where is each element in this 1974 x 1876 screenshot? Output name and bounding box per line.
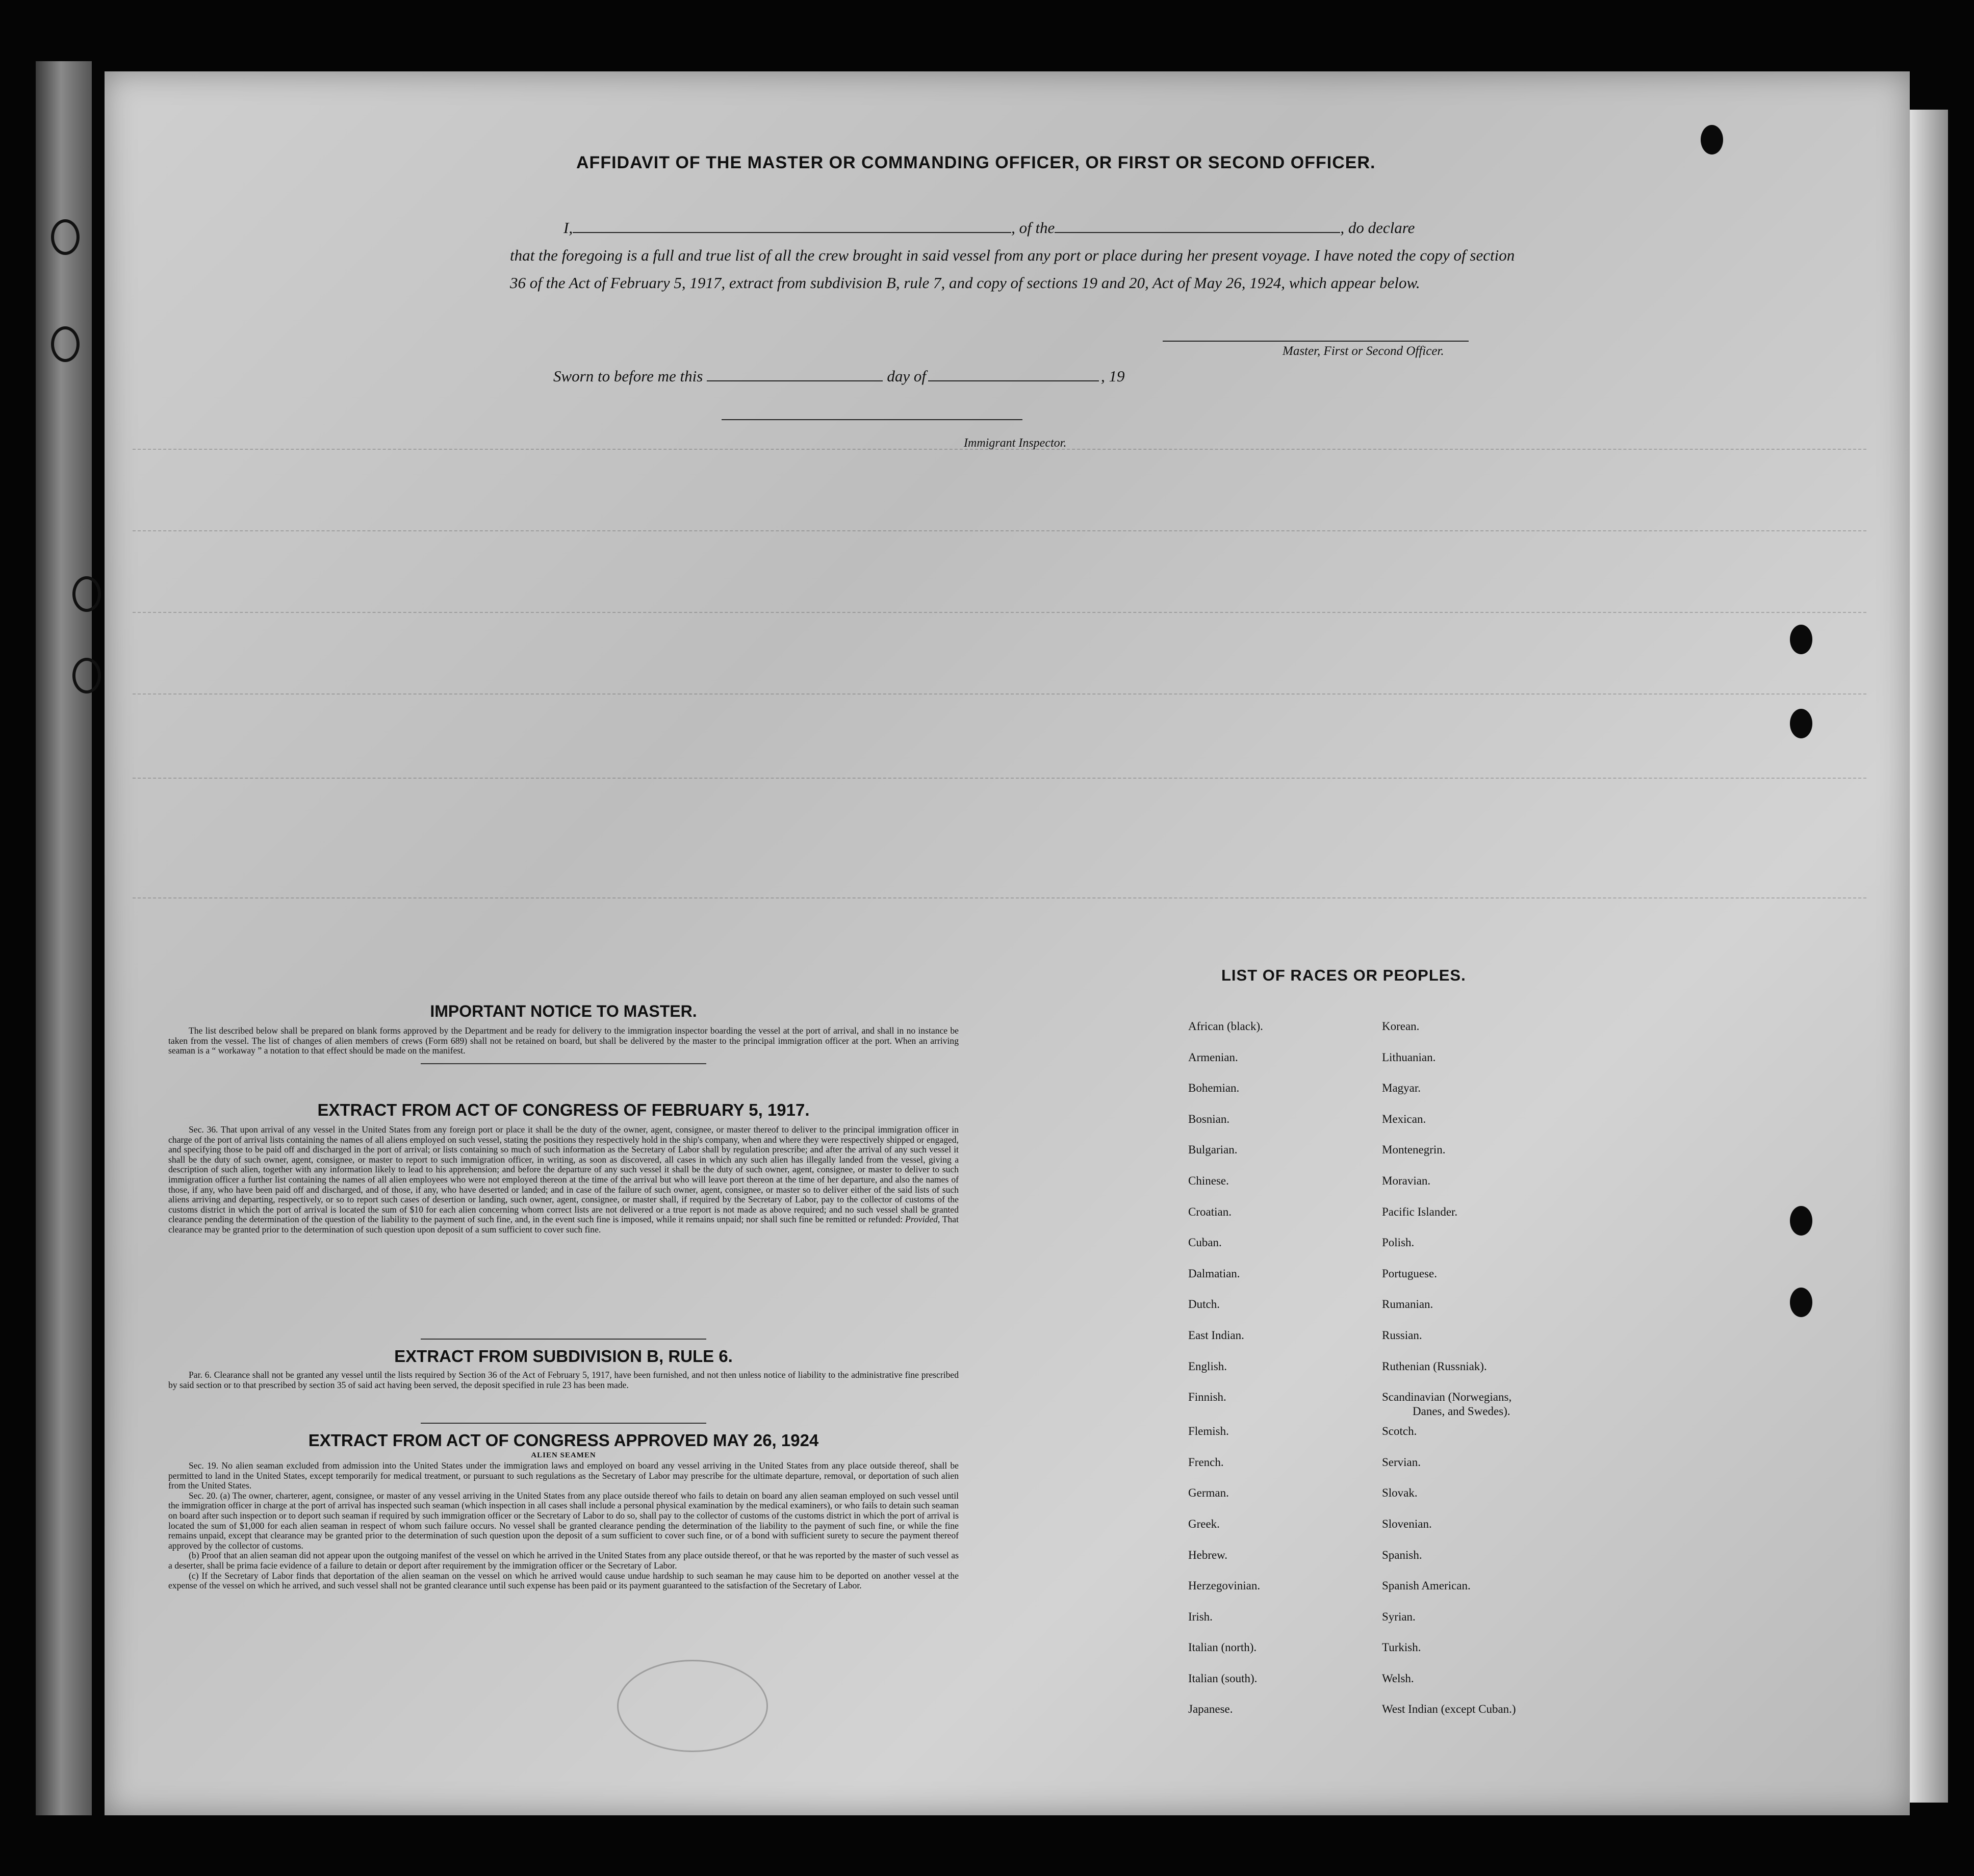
race-item: Korean. bbox=[1382, 1020, 1420, 1033]
extract-1924-section bbox=[168, 1423, 959, 1591]
race-item: Syrian. bbox=[1382, 1610, 1416, 1623]
races-list-right bbox=[1382, 1020, 1606, 1734]
race-item: Finnish. bbox=[1188, 1391, 1226, 1404]
sworn-month-field[interactable] bbox=[928, 365, 1099, 381]
sec20b-text: (b) Proof that an alien seaman did not appear upon the outgoing manifest of the vessel on which he arrived in the United States from any place outside thereof, or that he was reported by the master of such vessel as a deserter, shall be prima facie evidence of a failure to detain or deport after requirement by the immigration officer or the Secretary of Labor. bbox=[168, 1550, 959, 1571]
punch-hole bbox=[1790, 625, 1812, 654]
i-label: I, bbox=[563, 219, 573, 237]
signature-field[interactable] bbox=[1163, 341, 1469, 342]
declare-label: , do declare bbox=[1340, 219, 1415, 237]
race-item: Spanish American. bbox=[1382, 1579, 1471, 1592]
race-item: Servian. bbox=[1382, 1455, 1421, 1469]
notice-text: The list described below shall be prepared on blank forms approved by the Department and be ready for delivery to the immigration inspector boarding the vessel at the port of arrival, and shall in no instance be taken from the vessel. The list of changes of alien members of crews (Form 689) shall not be retained on board, but shall be delivered by the master to the principal immigration officer at the port. When an arriving seaman is a “ workaway ” a notation to that effect should be made on the manifest. bbox=[168, 1025, 959, 1056]
sec19-body: No alien seaman excluded from admission into the United States under the immigration laws and employed on board any vessel arriving in the United States from any place outside thereof, shall be permitted to land in the United States, except temporarily for medical treatment, or pursuant to such regulations as the Secretary of Labor may prescribe for the ultimate departure, removal, or deportation of such alien from the United States. bbox=[168, 1460, 959, 1491]
race-item: Italian (north). bbox=[1188, 1641, 1257, 1654]
race-item: Greek. bbox=[1188, 1517, 1220, 1530]
race-item: Herzegovinian. bbox=[1188, 1579, 1261, 1592]
extract-rule6-section bbox=[168, 1339, 959, 1390]
sec20a-body: (a) The owner, charterer, agent, consignee, or master of any vessel arriving in the United States from any place outside thereof who fails to detain on board any alien seaman employed on such vessel until the immigration officer in charge at the port of arrival has inspected such seaman (which inspection in all cases shall include a personal physical examination by the medical examiners), or who fails to detain such seaman on board after such inspection or to deport such seaman if required by such immigration officer or the Secretary of Labor to do so, shall pay to the collector of customs of the customs district in which the port of arrival is located the sum of $1,000 for each alien seaman in respect of whom such failure occurs. No vessel shall be granted clearance pending the determination of the liability to the payment of such fine, or while the fine remains unpaid, except that clearance may be granted prior to the determination of such question upon the deposit of a sum sufficient to cover such fine, or of a bond with sufficient surety to secure the payment thereof approved by the collector of customs. bbox=[168, 1490, 959, 1551]
extract-1917-text bbox=[168, 1125, 959, 1235]
race-item: Turkish. bbox=[1382, 1641, 1421, 1654]
race-item: Scotch. bbox=[1382, 1425, 1417, 1438]
day-of-label: day of bbox=[887, 367, 926, 385]
sworn-day-field[interactable] bbox=[707, 365, 883, 381]
sec20a-text bbox=[168, 1491, 959, 1551]
proviso-label: Provided, bbox=[905, 1214, 940, 1225]
extract-1917-title: EXTRACT FROM ACT OF CONGRESS OF FEBRUARY 5, 1917. bbox=[317, 1100, 810, 1119]
section-divider bbox=[421, 1423, 706, 1424]
race-item: Hebrew. bbox=[1188, 1548, 1228, 1561]
sec19-text bbox=[168, 1461, 959, 1491]
race-item: Russian. bbox=[1382, 1328, 1422, 1342]
year-label: , 19 bbox=[1100, 367, 1125, 385]
race-item: Italian (south). bbox=[1188, 1672, 1258, 1685]
affidavit-title: AFFIDAVIT OF THE MASTER OR COMMANDING OFFICER, OR FIRST OR SECOND OFFICER. bbox=[576, 153, 1376, 172]
race-item: Moravian. bbox=[1382, 1174, 1431, 1187]
binding-hole bbox=[51, 219, 80, 255]
race-item: Spanish. bbox=[1382, 1548, 1422, 1561]
race-item: Japanese. bbox=[1188, 1703, 1233, 1716]
race-item: Cuban. bbox=[1188, 1236, 1222, 1249]
race-item: Armenian. bbox=[1188, 1050, 1238, 1064]
bleed-through-row bbox=[133, 897, 1866, 900]
race-item: Welsh. bbox=[1382, 1672, 1414, 1685]
race-item: Lithuanian. bbox=[1382, 1050, 1436, 1064]
race-item: Flemish. bbox=[1188, 1425, 1229, 1438]
binding-hole bbox=[51, 326, 80, 362]
faded-stamp bbox=[617, 1660, 768, 1752]
race-item: Pacific Islander. bbox=[1382, 1205, 1458, 1218]
bleed-through-row bbox=[133, 693, 1866, 696]
punch-hole bbox=[1790, 709, 1812, 738]
race-item: Magyar. bbox=[1382, 1082, 1421, 1095]
affidavit-declaration: that the foregoing is a full and true list of all the crew brought in said vessel from any port or place during her present voyage. I have noted the copy of section 36 of the Act of February 5, 1917, extract from subdivision B, rule 7, and copy of sections 19 and 20, Act of May 26, 1924, which appear below. bbox=[510, 246, 1515, 292]
sec36-label: Sec. 36. bbox=[189, 1124, 218, 1135]
race-item: West Indian (except Cuban.) bbox=[1382, 1703, 1516, 1716]
race-item: Polish. bbox=[1382, 1236, 1415, 1249]
sworn-line bbox=[553, 365, 1124, 386]
extract-rule6-text: Par. 6. Clearance shall not be granted any vessel until the lists required by Section 36 of the Act of February 5, 1917, have been furnished, and not then unless notice of liability to the administrative fine prescribed by said section or to that prescribed by section 35 of said act having been served, the deposit specified in rule 23 has been made. bbox=[168, 1370, 959, 1390]
race-item: Chinese. bbox=[1188, 1174, 1229, 1187]
punch-hole bbox=[1790, 1206, 1812, 1236]
race-item: Ruthenian (Russniak). bbox=[1382, 1359, 1487, 1373]
punch-hole bbox=[1790, 1288, 1812, 1317]
sec20-label: Sec. 20. bbox=[189, 1490, 218, 1501]
race-item: English. bbox=[1188, 1359, 1227, 1373]
inspector-label: Immigrant Inspector. bbox=[964, 436, 1067, 450]
race-item: German. bbox=[1188, 1486, 1229, 1500]
race-item: Mexican. bbox=[1382, 1112, 1426, 1125]
inspector-signature-field[interactable] bbox=[722, 419, 1022, 420]
race-item: Dutch. bbox=[1188, 1298, 1220, 1311]
race-item: French. bbox=[1188, 1455, 1224, 1469]
affidavit-declare-line bbox=[510, 214, 1520, 242]
sec20c-text: (c) If the Secretary of Labor finds that deportation of the alien seaman on the vessel on which he arrived would cause undue hardship to such seaman he may cause him to be deported on another vessel at the expense of the vessel on which he arrived, and such vessel shall not be granted clearance until such expense has been paid or its payment guaranteed to the satisfaction of the Secretary of Labor. bbox=[168, 1570, 959, 1591]
binding-hole bbox=[72, 658, 101, 693]
affidavit-body bbox=[510, 214, 1520, 297]
race-item: Bulgarian. bbox=[1188, 1143, 1238, 1157]
race-item: Croatian. bbox=[1188, 1205, 1232, 1218]
extract-1917-section bbox=[168, 1100, 959, 1235]
race-item: Montenegrin. bbox=[1382, 1143, 1446, 1157]
notice-title: IMPORTANT NOTICE TO MASTER. bbox=[430, 1002, 697, 1020]
signature-label: Master, First or Second Officer. bbox=[1283, 344, 1444, 358]
proviso-text: That clearance may be granted prior to the determination of such question upon deposit of a sum sufficient to cover such fine. bbox=[168, 1214, 959, 1235]
race-item: Scandinavian (Norwegians, bbox=[1382, 1391, 1512, 1404]
race-item: African (black). bbox=[1188, 1020, 1263, 1033]
race-item: East Indian. bbox=[1188, 1328, 1244, 1342]
binding-hole bbox=[72, 576, 101, 612]
bleed-through-row bbox=[133, 530, 1866, 532]
punch-hole bbox=[1701, 125, 1723, 155]
bleed-through-row bbox=[133, 778, 1866, 780]
race-item: Irish. bbox=[1188, 1610, 1213, 1623]
section-divider bbox=[421, 1339, 706, 1340]
of-the-label: , of the bbox=[1011, 219, 1055, 237]
race-item: Slovenian. bbox=[1382, 1517, 1432, 1530]
sworn-label: Sworn to before me this bbox=[553, 367, 703, 385]
section-divider bbox=[421, 1063, 706, 1064]
bleed-through-row bbox=[133, 612, 1866, 614]
race-item: Bosnian. bbox=[1188, 1112, 1230, 1125]
extract-1924-title: EXTRACT FROM ACT OF CONGRESS APPROVED MAY 26, 1924 bbox=[308, 1431, 819, 1450]
sec19-label: Sec. 19. bbox=[189, 1460, 219, 1471]
extract-rule6-title: EXTRACT FROM SUBDIVISION B, RULE 6. bbox=[394, 1347, 733, 1366]
officer-name-field[interactable] bbox=[573, 217, 1011, 233]
binding-strip bbox=[36, 61, 92, 1815]
vessel-name-field[interactable] bbox=[1055, 217, 1340, 233]
race-item: Dalmatian. bbox=[1188, 1267, 1240, 1280]
race-item: Bohemian. bbox=[1188, 1082, 1240, 1095]
races-title: LIST OF RACES OR PEOPLES. bbox=[1221, 966, 1466, 984]
races-list-left bbox=[1188, 1020, 1402, 1734]
race-item: Portuguese. bbox=[1382, 1267, 1437, 1280]
race-item: Danes, and Swedes). bbox=[1413, 1405, 1510, 1418]
alien-seamen-subtitle: ALIEN SEAMEN bbox=[531, 1451, 596, 1459]
important-notice-section bbox=[168, 1002, 959, 1071]
race-item: Slovak. bbox=[1382, 1486, 1418, 1500]
race-item: Rumanian. bbox=[1382, 1298, 1433, 1311]
sec36-text: That upon arrival of any vessel in the United States from any foreign port or place it shall be the duty of the owner, agent, consignee, or master thereof to deliver to the principal immigration officer in charge of the port of arrival lists containing the names of all aliens employed on such vessel, stating the positions they respectively hold in the ship's company, when and where they were respectively shipped or engaged, and specifying those to be paid off and discharged in the port of arrival; or lists containing so much of such information as the Secretary of Labor shall by regulation prescribe; and after the arrival of any such vessel it shall be the duty of such owner, agent, consignee, or master to report to such immigration officer, in writing, as soon as discovered, all cases in which any such alien has illegally landed from the vessel, giving a description of such alien, together with any information likely to lead to his apprehension; and before the departure of any such vessel it shall be the duty of such owner, agent, consignee, or master to deliver to such immigration officer a further list containing the names of all alien employees who were not employed thereon at the time of the arrival but who will leave port thereon at the time of her departure, and also the names of those, if any, who have been paid off and discharged, and of those, if any, who have deserted or landed; and in case of the failure of such owner, agent, consignee, or master so to deliver either of the said lists of such aliens arriving and departing, respectively, or so to report such cases of desertion or landing, such owner, agent, consignee, or master shall, if required by the Secretary of Labor, pay to the collector of customs of the customs district in which the port of arrival is located the sum of $10 for each alien concerning whom correct lists are not delivered or a true report is not made as above required; and no such vessel shall be granted clearance pending the determination of the question of the liability to the payment of such fine, and, in the event such fine is imposed, while it remains unpaid; nor shall such fine be remitted or refunded: bbox=[168, 1124, 959, 1225]
